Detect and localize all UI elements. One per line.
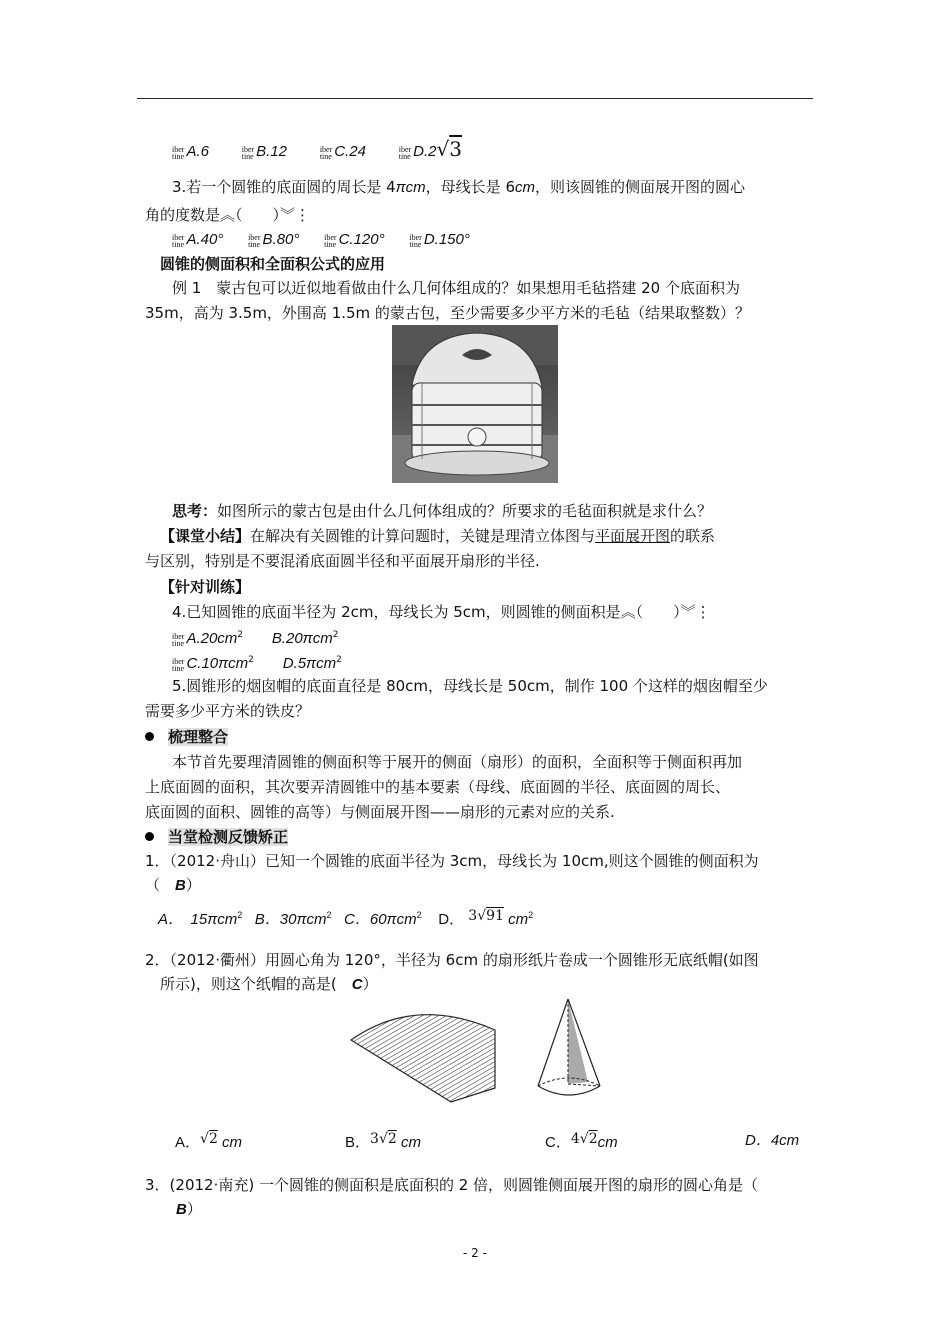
review-line1: 本节首先要理清圆锥的侧面积等于展开的侧面（扇形）的面积，全面积等于侧面积再加	[172, 753, 743, 771]
t2-option-c: C．4√2cm	[545, 1131, 618, 1151]
t3-line1: 3．(2012·南充) 一个圆锥的侧面积是底面积的 2 倍，则圆锥侧面展开图的扇形的圆心角是（	[145, 1176, 759, 1194]
t3-line2: B）	[176, 1200, 202, 1218]
t2-option-a: A．√2 cm	[175, 1131, 243, 1151]
training-label: 【针对训练】	[160, 578, 251, 596]
section-title: 圆锥的侧面积和全面积公式的应用	[160, 255, 386, 273]
t1-options: A． 15πcm$^2$ B．30πcm$^2$ C．60πcm$^2$ D． 3√91 $cm^2$	[158, 908, 534, 928]
t2-line1: 2．（2012·衢州）用圆心角为 120°，半径为 6cm 的扇形纸片卷成一个圆锥形无底纸帽(如图	[145, 951, 759, 969]
q4-options-cd: iber tine C.10πcm$^2$ D.5πcm$^2$	[172, 655, 342, 673]
example1-line2: 35m，高为 3.5m，外围高 1.5m 的蒙古包，至少需要多少平方米的毛毡（结果取整数）？	[145, 304, 750, 322]
t2-option-b: B．3√2 cm	[345, 1131, 421, 1151]
q3-options: iber tine A.40° iber tine B.80° iber tine C.120° iber tine D.150°	[172, 231, 470, 249]
review-heading: 梳理整合	[145, 726, 228, 748]
q5-line1: 5.圆锥形的烟囱帽的底面直径是 80cm，母线长是 50cm，制作 100 个这样的烟囱帽至少	[172, 677, 768, 695]
bullet-icon	[145, 732, 154, 741]
page-number: - 2 -	[463, 1246, 487, 1260]
test-heading: 当堂检测反馈矫正	[145, 826, 288, 848]
think-line: 思考：如图所示的蒙古包是由什么几何体组成的？所要求的毛毡面积就是求什么？	[172, 502, 713, 520]
q4-options-ab: iber tine $A.20cm^2$ B.20πcm$^2$	[172, 630, 339, 648]
yurt-photo	[392, 325, 558, 483]
t2-option-d: D．4cm	[745, 1132, 800, 1149]
q3-line1: 3.若一个圆锥的底面圆的周长是 4πcm，母线长是 6cm，则该圆锥的侧面展开图的圆心	[172, 178, 745, 196]
cone-figure	[530, 996, 610, 1106]
t2-line2: 所示)，则这个纸帽的高是( C）	[160, 975, 378, 993]
summary-line1: 【课堂小结】在解决有关圆锥的计算问题时，关键是理清立体图与平面展开图的联系	[160, 527, 716, 545]
bullet-icon	[145, 832, 154, 841]
review-line3: 底面圆的面积、圆锥的高等）与侧面展开图——扇形的元素对应的关系.	[145, 803, 615, 821]
q5-line2: 需要多少平方米的铁皮？	[145, 702, 311, 720]
header-rule	[137, 98, 813, 99]
q3-line2: 角的度数是︽（ ）︾⋮	[145, 206, 311, 224]
t1-line2: （ B）	[145, 876, 201, 894]
q2-options: iber tine A.6 iber tine B.12 iber tine C.24 iber tine D.2√3	[172, 137, 462, 161]
example1-line1: 例 1 蒙古包可以近似地看做由什么几何体组成的？如果想用毛毡搭建 20 个底面积为	[172, 279, 740, 297]
q4-line1: 4.已知圆锥的底面半径为 2cm，母线长为 5cm，则圆锥的侧面积是︽（ ）︾⋮	[172, 603, 711, 621]
summary-line2: 与区别，特别是不要混淆底面圆半径和平面展开扇形的半径.	[145, 552, 540, 570]
review-line2: 上底面圆的面积，其次要弄清圆锥中的基本要素（母线、底面圆的半径、底面圆的周长、	[145, 778, 731, 796]
t1-line1: 1．（2012·舟山）已知一个圆锥的底面半径为 3cm，母线长为 10cm,则这个圆锥的侧面积为	[145, 852, 759, 870]
sector-figure	[345, 1000, 505, 1110]
